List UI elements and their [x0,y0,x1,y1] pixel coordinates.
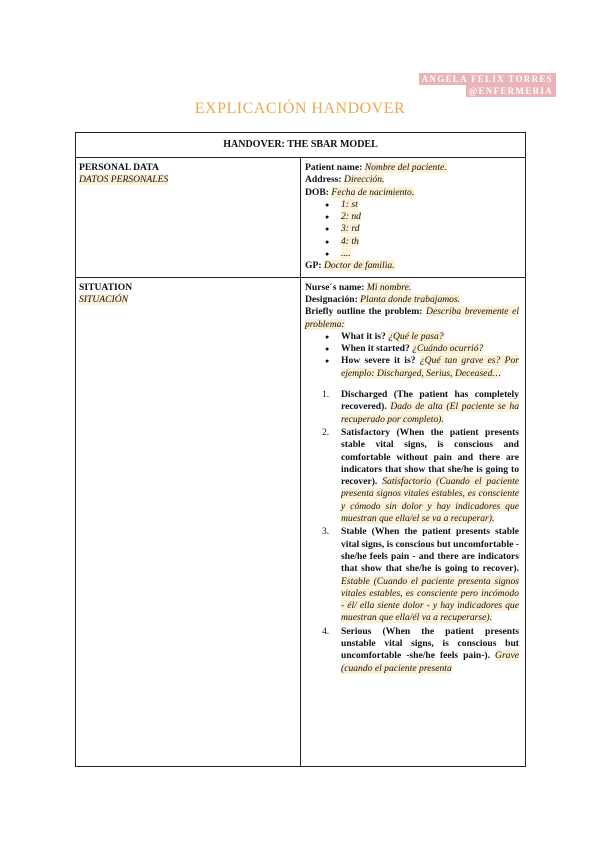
status-es: Satisfactorio (Cuando el paciente presenta signos vitales estables, es consciente y cómodo sin dolor y hay indicadores que muestran que ella/el se va a recuperar). [341,476,519,525]
status-es: Dado de alta (El paciente se ha recuperado por completo). [341,401,519,425]
dob-item: 2: nd [341,211,361,223]
list-item [305,248,519,260]
situation-content [301,277,526,766]
list-number: 3. [322,526,330,538]
question-en: When it started? [341,343,410,355]
nurse-name-value: Mi nombre. [366,281,412,293]
patient-name-value: Nombre del paciente. [364,162,447,173]
nurse-name-line [305,282,519,294]
dob-list [305,199,519,260]
author-name: ANGELA FELIX TORRES [419,73,556,85]
list-item [305,331,519,343]
address-value: Dirección. [344,174,385,186]
status-en: Stable (When the patient presents stable vital signs, is conscious but uncomfortable - she/he feels pain - and there are indicators that show that she/he is going to recover). [341,526,519,575]
outline-label: Briefly outline the problem: [305,306,423,318]
question-en: How severe it is? [341,355,416,367]
dob-label: DOB: [305,186,329,198]
list-item [305,526,519,624]
status-list [305,389,519,675]
status-es: Estable (Cuando el paciente presenta signos vitales estables, es consciente pero incómodo - él/ ella siente dolor - y hay indicadores que muestran que ella/él va a recuperarse). [341,575,519,624]
status-en: Serious (When the patient presents unstable vital signs, is conscious but uncomfortable -she/he feels pain-). [341,625,519,662]
personal-data-content [301,158,526,278]
question-es: ¿Qué le pasa? [388,330,444,342]
personal-data-label-es: DATOS PERSONALES [79,174,169,186]
dob-item: .... [341,248,351,260]
designation-line [305,294,519,306]
outline-value: Describa brevemente el problema: [305,306,519,330]
personal-data-label: PERSONAL DATA [79,162,159,173]
gp-line [305,260,519,272]
address-line [305,174,519,186]
list-item [305,199,519,211]
situation-cell [76,277,301,766]
dob-line [305,187,519,199]
list-item [305,236,519,248]
list-item [305,427,519,525]
status-es: Grave (cuando el paciente presenta [341,650,519,674]
question-en: What it is? [341,330,386,342]
list-item [305,223,519,235]
list-item [305,355,519,380]
dob-item: 3: rd [341,223,360,235]
list-item [305,211,519,223]
page-title: EXPLICACIÓN HANDOVER [194,100,406,117]
status-en: Discharged (The patient has completely recovered). [341,389,519,413]
author-handle: @ENFERMERIA [466,85,556,97]
questions-list [305,331,519,380]
dob-item: 1: st [341,198,358,210]
nurse-name-label: Nurse´s name: [305,281,365,293]
sbar-table [75,132,526,767]
designation-value: Planta donde trabajamos. [360,293,461,305]
patient-name-line [305,162,519,174]
table-header: HANDOVER: THE SBAR MODEL [76,133,526,158]
list-number: 2. [322,426,330,438]
question-es: ¿Cuándo ocurrió? [412,343,484,355]
list-number: 1. [322,389,330,401]
list-item [305,389,519,426]
list-item [305,343,519,355]
dob-value: Fecha de nacimiento. [331,186,415,198]
patient-name-label: Patient name: [305,162,363,173]
designation-label: Designación: [305,293,358,305]
gp-label: GP: [305,260,322,272]
gp-value: Doctor de familia. [323,260,395,272]
table-row-personal [76,158,526,278]
outline-line [305,306,519,331]
address-label: Address: [305,174,342,186]
table-row-situation [76,277,526,766]
situation-label: SITUATION [79,281,133,293]
list-item [305,626,519,675]
personal-data-cell [76,158,301,278]
author-watermark [419,73,556,97]
dob-item: 4: th [341,235,359,247]
situation-label-es: SITUACIÓN [79,293,129,305]
list-number: 4. [322,625,330,637]
question-es: ¿Qué tan grave es? Por ejemplo: Discharged, Serius, Deceased… [341,355,519,379]
status-en: Satisfactory (When the patient presents stable vital signs, is conscious and comfortable without pain and there are indicators that show that she/he is going to recover). [341,426,519,488]
